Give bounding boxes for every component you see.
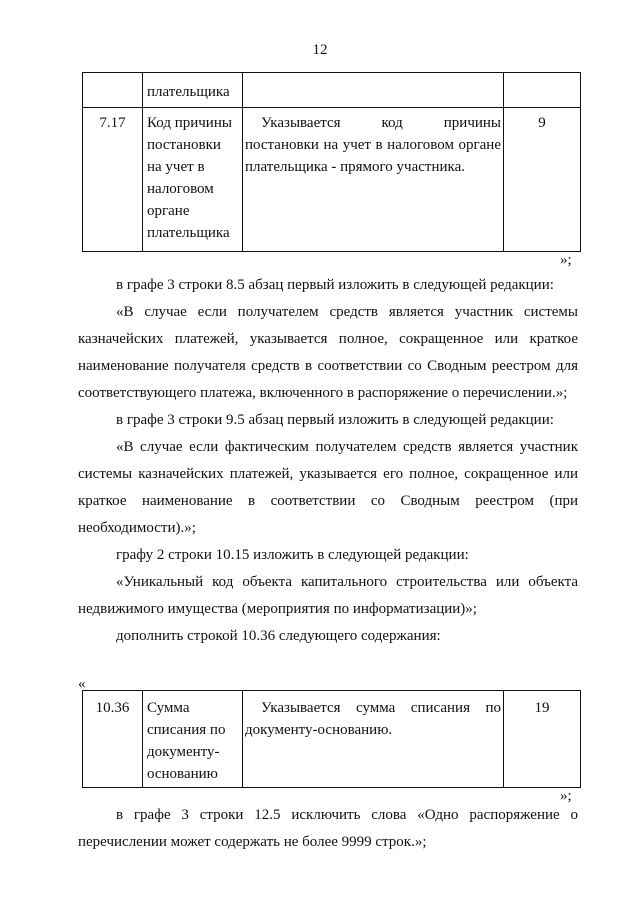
paragraph: графу 2 строки 10.15 изложить в следующей редакции: — [116, 547, 469, 563]
table-2 — [82, 690, 581, 788]
table-1-close-quote: »; — [560, 252, 572, 268]
paragraph: в графе 3 строки 9.5 абзац первый изложить в следующей редакции: — [116, 412, 554, 428]
row-name-line: списания по — [147, 722, 226, 738]
row-name-line: налоговом — [147, 181, 214, 197]
table-2-open-quote: « — [78, 676, 86, 692]
table-row — [83, 108, 581, 252]
row-name-line: основанию — [147, 766, 218, 782]
row-description: Указывается сумма списания по документу-основанию. — [245, 700, 501, 738]
page-number: 12 — [312, 42, 328, 58]
paragraph: «В случае если получателем средств является участник системы казначейских платежей, указывается полное, сокращенное или краткое наименование получателя средств в соответствии со Сводным реестром для соответствующего платежа, включенного в распоряжение о перечислении.»; — [78, 304, 578, 401]
table-row — [83, 73, 581, 108]
table-2-close-quote: »; — [560, 788, 572, 804]
row-name-line: плательщика — [147, 225, 230, 241]
table-1 — [82, 72, 581, 252]
body-text-1 — [78, 272, 578, 650]
table-row — [83, 691, 581, 788]
paragraph: «В случае если фактическим получателем средств является участник системы казначейских платежей, указывается его полное, сокращенное или краткое наименование в соответствии со Сводным реестром (при необходимости).»; — [78, 439, 578, 536]
row-value: 9 — [538, 115, 546, 131]
row-value: 19 — [534, 700, 550, 716]
cell-name-continued: плательщика — [147, 84, 230, 100]
row-name-line: постановки — [147, 137, 221, 153]
row-name — [147, 691, 242, 785]
paragraph: в графе 3 строки 12.5 исключить слова «Одно распоряжение о перечислении может содержать не более 9999 строк.»; — [78, 807, 578, 850]
row-name-line: на учет в — [147, 159, 205, 175]
body-text-2 — [78, 802, 578, 856]
row-name — [147, 108, 242, 244]
paragraph: «Уникальный код объекта капитального строительства или объекта недвижимого имущества (мероприятия по информатизации)»; — [78, 574, 578, 617]
row-number: 7.17 — [99, 115, 126, 131]
row-description: Указывается код причины постановки на учет в налоговом органе плательщика - прямого участника. — [245, 115, 501, 175]
paragraph: в графе 3 строки 8.5 абзац первый изложить в следующей редакции: — [116, 277, 554, 293]
paragraph: дополнить строкой 10.36 следующего содержания: — [116, 628, 441, 644]
row-name-line: органе — [147, 203, 190, 219]
row-name-line: документу- — [147, 744, 220, 760]
row-name-line: Код причины — [147, 115, 232, 131]
row-name-line: Сумма — [147, 700, 190, 716]
row-number: 10.36 — [95, 700, 130, 716]
